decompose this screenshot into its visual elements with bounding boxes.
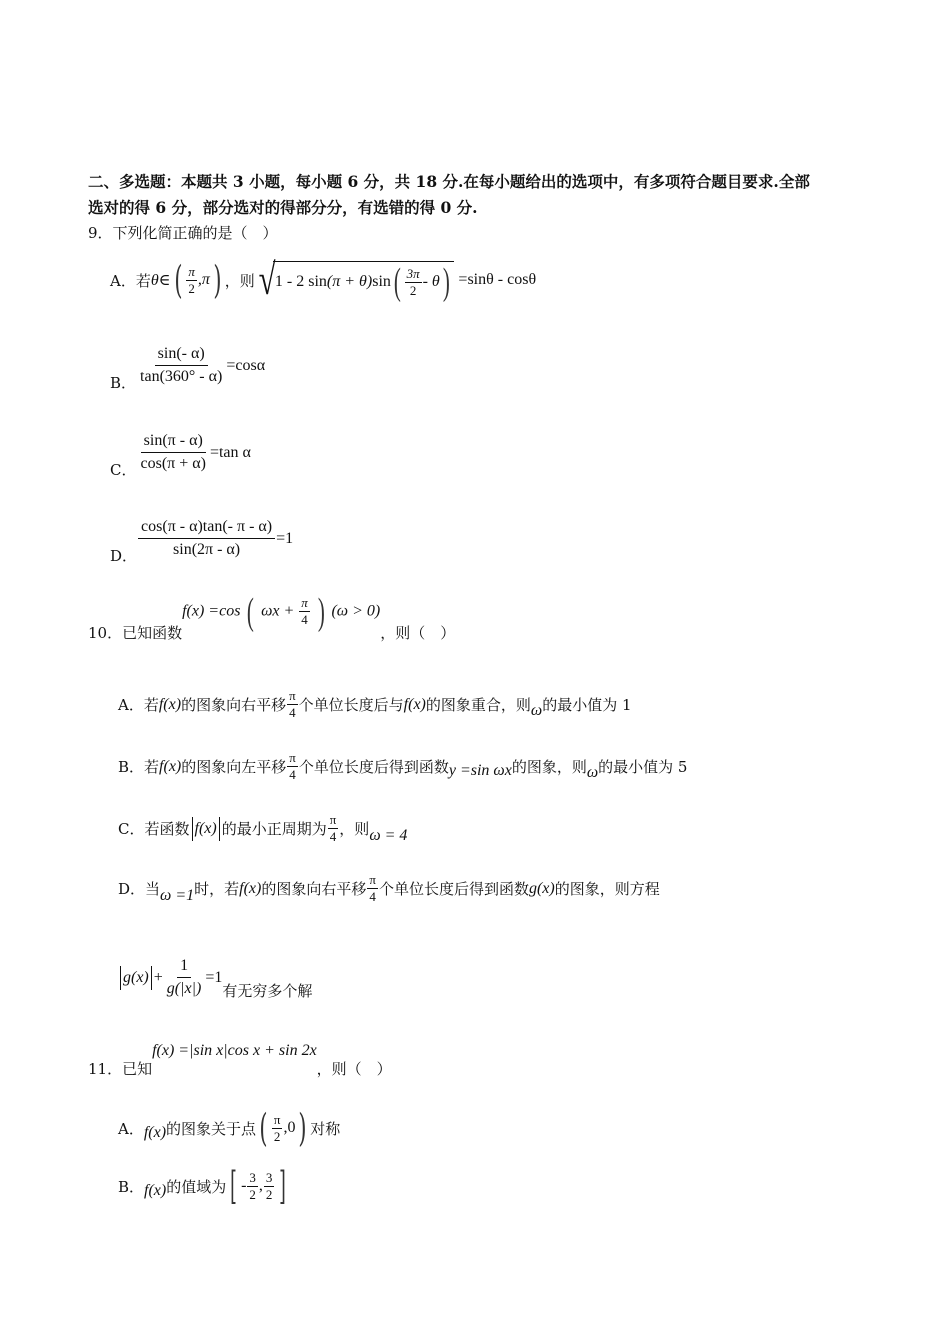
- q10-d-text: 个单位长度后得到函数: [378, 880, 529, 898]
- right-paren-icon: ): [213, 258, 222, 302]
- q10-a-pi-over-4: $\frac{\pi}{4}$: [289, 688, 296, 720]
- q11-b-minus: -: [241, 1177, 247, 1194]
- q10-d-text: 有无穷多个解: [222, 982, 313, 1000]
- q11-stem-post: ，则（ ）: [316, 1060, 392, 1078]
- q10-d-rhs: =1: [205, 968, 223, 986]
- q11-a-pi-over-2: $\frac{\pi}{2}$: [273, 1111, 281, 1144]
- q11-stem: [88, 1042, 392, 1079]
- q10-a-text: 个单位长度后与: [298, 696, 404, 714]
- q10-stem: [88, 590, 456, 643]
- q10-b-label: B．: [118, 758, 145, 776]
- q11-b-fraction-high: $\frac{3}{2}$: [265, 1169, 273, 1202]
- q9-a-interval-end: ,π: [197, 271, 210, 288]
- right-paren-icon: ): [442, 261, 450, 303]
- q10-b-pi-over-4: $\frac{\pi}{4}$: [289, 750, 296, 782]
- left-paren-icon: (: [247, 590, 255, 633]
- q10-c-text: 的最小正周期为: [221, 820, 327, 838]
- q10-d-fx: f(x): [239, 879, 262, 897]
- q10-c-text: 若函数: [144, 820, 190, 838]
- q10-c-fx: f(x): [194, 819, 217, 837]
- q11-a-text: 对称: [310, 1119, 341, 1138]
- q10-d-gx: g(x): [123, 968, 149, 986]
- left-paren-icon: (: [393, 261, 401, 303]
- right-bracket-icon: ]: [279, 1164, 287, 1208]
- q9-c-result: =tan α: [209, 443, 251, 461]
- q10-d-fraction: $\frac{1}{g(|x|)}$: [166, 957, 202, 997]
- q11-b-comma: ,: [258, 1177, 263, 1194]
- q10-option-a[interactable]: [118, 688, 632, 721]
- q10-a-text: 若: [143, 696, 159, 714]
- left-paren-icon: (: [259, 1106, 268, 1150]
- q9-a-then: ，则: [224, 271, 255, 290]
- q10-a-text: 的图象向右平移: [181, 696, 287, 714]
- q10-option-c[interactable]: [118, 812, 407, 845]
- plus-sign: +: [153, 968, 163, 986]
- q11-option-a[interactable]: [118, 1108, 340, 1148]
- abs-bar-icon: [192, 817, 193, 841]
- q10-a-fx: f(x): [158, 695, 182, 713]
- q9-option-d[interactable]: [110, 511, 293, 566]
- left-bracket-icon: [: [230, 1164, 238, 1208]
- q9-option-a[interactable]: [110, 255, 537, 304]
- q10-d-pi-over-4: $\frac{\pi}{4}$: [369, 872, 376, 904]
- q9-d-label: D．: [110, 547, 138, 565]
- q11-b-label: B．: [118, 1177, 145, 1196]
- q10-stem-post: ，则（ ）: [380, 624, 456, 642]
- q9-a-label: A．若: [110, 271, 151, 290]
- q10-a-fx: f(x): [403, 695, 426, 713]
- q10-d-text: 时，若: [194, 880, 240, 898]
- abs-bar-icon: [120, 966, 121, 990]
- q9-b-fraction: $\frac{\sin(- \alpha)}{\tan(360^\circ - \alpha)}$: [140, 345, 223, 385]
- q9-c-fraction: $\frac{\sin(\pi - \alpha)}{\cos(\pi + \alpha)}$: [140, 432, 206, 472]
- q9-a-condition: θ∈: [150, 272, 171, 289]
- q10-a-text: 的图象重合，则: [425, 696, 531, 714]
- q10-c-label: C．: [118, 820, 145, 838]
- abs-bar-icon: [219, 817, 220, 841]
- right-paren-icon: ): [317, 590, 325, 633]
- abs-bar-icon: [151, 966, 152, 990]
- q10-a-omega: ω: [530, 701, 543, 719]
- q11-a-zero: ,0: [283, 1119, 296, 1136]
- q9-d-fraction: $\frac{\cos(\pi - \alpha)\tan(- \pi - \alpha)}{\sin(2\pi - \alpha)}$: [138, 517, 275, 560]
- q11-function: f(x) =|sin x|cos x + sin 2x: [152, 1042, 317, 1059]
- q9-d-result: =1: [276, 529, 294, 547]
- q10-b-text: 的图象向左平移: [181, 758, 287, 776]
- right-paren-icon: ): [298, 1106, 307, 1150]
- q10-d-text: 的图象，则方程: [554, 880, 660, 898]
- q10-stem-pre: 10．已知函数: [88, 624, 183, 642]
- q10-d-gx: g(x): [528, 879, 555, 897]
- q10-function: f(x) =cos ( ωx + $\frac{\pi}{4}$ ) (ω > 0): [182, 590, 381, 633]
- q11-b-fraction-low: $\frac{3}{2}$: [249, 1169, 256, 1202]
- sqrt-icon: √: [258, 255, 276, 304]
- q11-a-label: A．: [118, 1119, 144, 1138]
- q9-a-pi-over-2: $\frac{\pi}{2}$: [188, 263, 195, 296]
- left-paren-icon: (: [173, 258, 183, 302]
- q9-b-label: B．: [110, 374, 137, 392]
- q9-a-result: =sinθ - cosθ: [458, 271, 537, 288]
- q10-a-label: A．: [118, 696, 144, 714]
- q10-b-omega: ω: [586, 763, 599, 781]
- q10-d-condition: ω =1: [160, 886, 195, 904]
- q11-a-text: 的图象关于点: [166, 1119, 257, 1138]
- q10-b-function: y =sin ωx: [448, 761, 512, 779]
- q10-b-text: 的最小值为 5: [598, 758, 688, 776]
- q9-a-sqrt: √ 1 - 2 sin (π + θ) sin ( $\frac{3\pi}{2}$ - θ ): [255, 258, 455, 302]
- q10-c-equation: ω = 4: [369, 826, 408, 844]
- q11-b-fx: f(x): [144, 1182, 167, 1199]
- section-heading-line2: 选对的得 6 分，部分选对的得部分分，有选错的得 0 分.: [88, 198, 478, 217]
- q9-option-b[interactable]: [110, 338, 265, 393]
- q9-stem: 9．下列化简正确的是（ ）: [88, 224, 278, 242]
- q10-c-pi-over-4: $\frac{\pi}{4}$: [329, 812, 337, 844]
- q10-b-fx: f(x): [159, 757, 182, 775]
- q10-b-text: 若: [144, 758, 160, 776]
- q10-d-label: D．: [118, 880, 146, 898]
- q10-a-text: 的最小值为 1: [542, 696, 632, 714]
- q9-c-label: C．: [110, 461, 137, 479]
- q11-b-text: 的值域为: [166, 1177, 227, 1196]
- q10-d-equation: [118, 954, 312, 1001]
- q11-option-b[interactable]: [118, 1166, 290, 1206]
- q10-option-d[interactable]: [118, 872, 660, 905]
- q11-a-fx: f(x): [143, 1124, 167, 1141]
- q10-b-text: 的图象，则: [511, 758, 587, 776]
- q10-b-text: 个单位长度后得到函数: [298, 758, 449, 776]
- q9-b-result: =cosα: [226, 356, 266, 374]
- q11-stem-pre: 11．已知: [88, 1060, 153, 1078]
- q10-option-b[interactable]: [118, 750, 687, 783]
- section-heading-line1: 二、多选题：本题共 3 小题，每小题 6 分，共 18 分.在每小题给出的选项中，有多项符合题目要求.全部: [88, 172, 810, 191]
- q10-d-text: 当: [145, 880, 161, 898]
- q10-d-text: 的图象向右平移: [261, 880, 367, 898]
- q10-c-text: ，则: [339, 820, 370, 838]
- q9-option-c[interactable]: [110, 425, 251, 480]
